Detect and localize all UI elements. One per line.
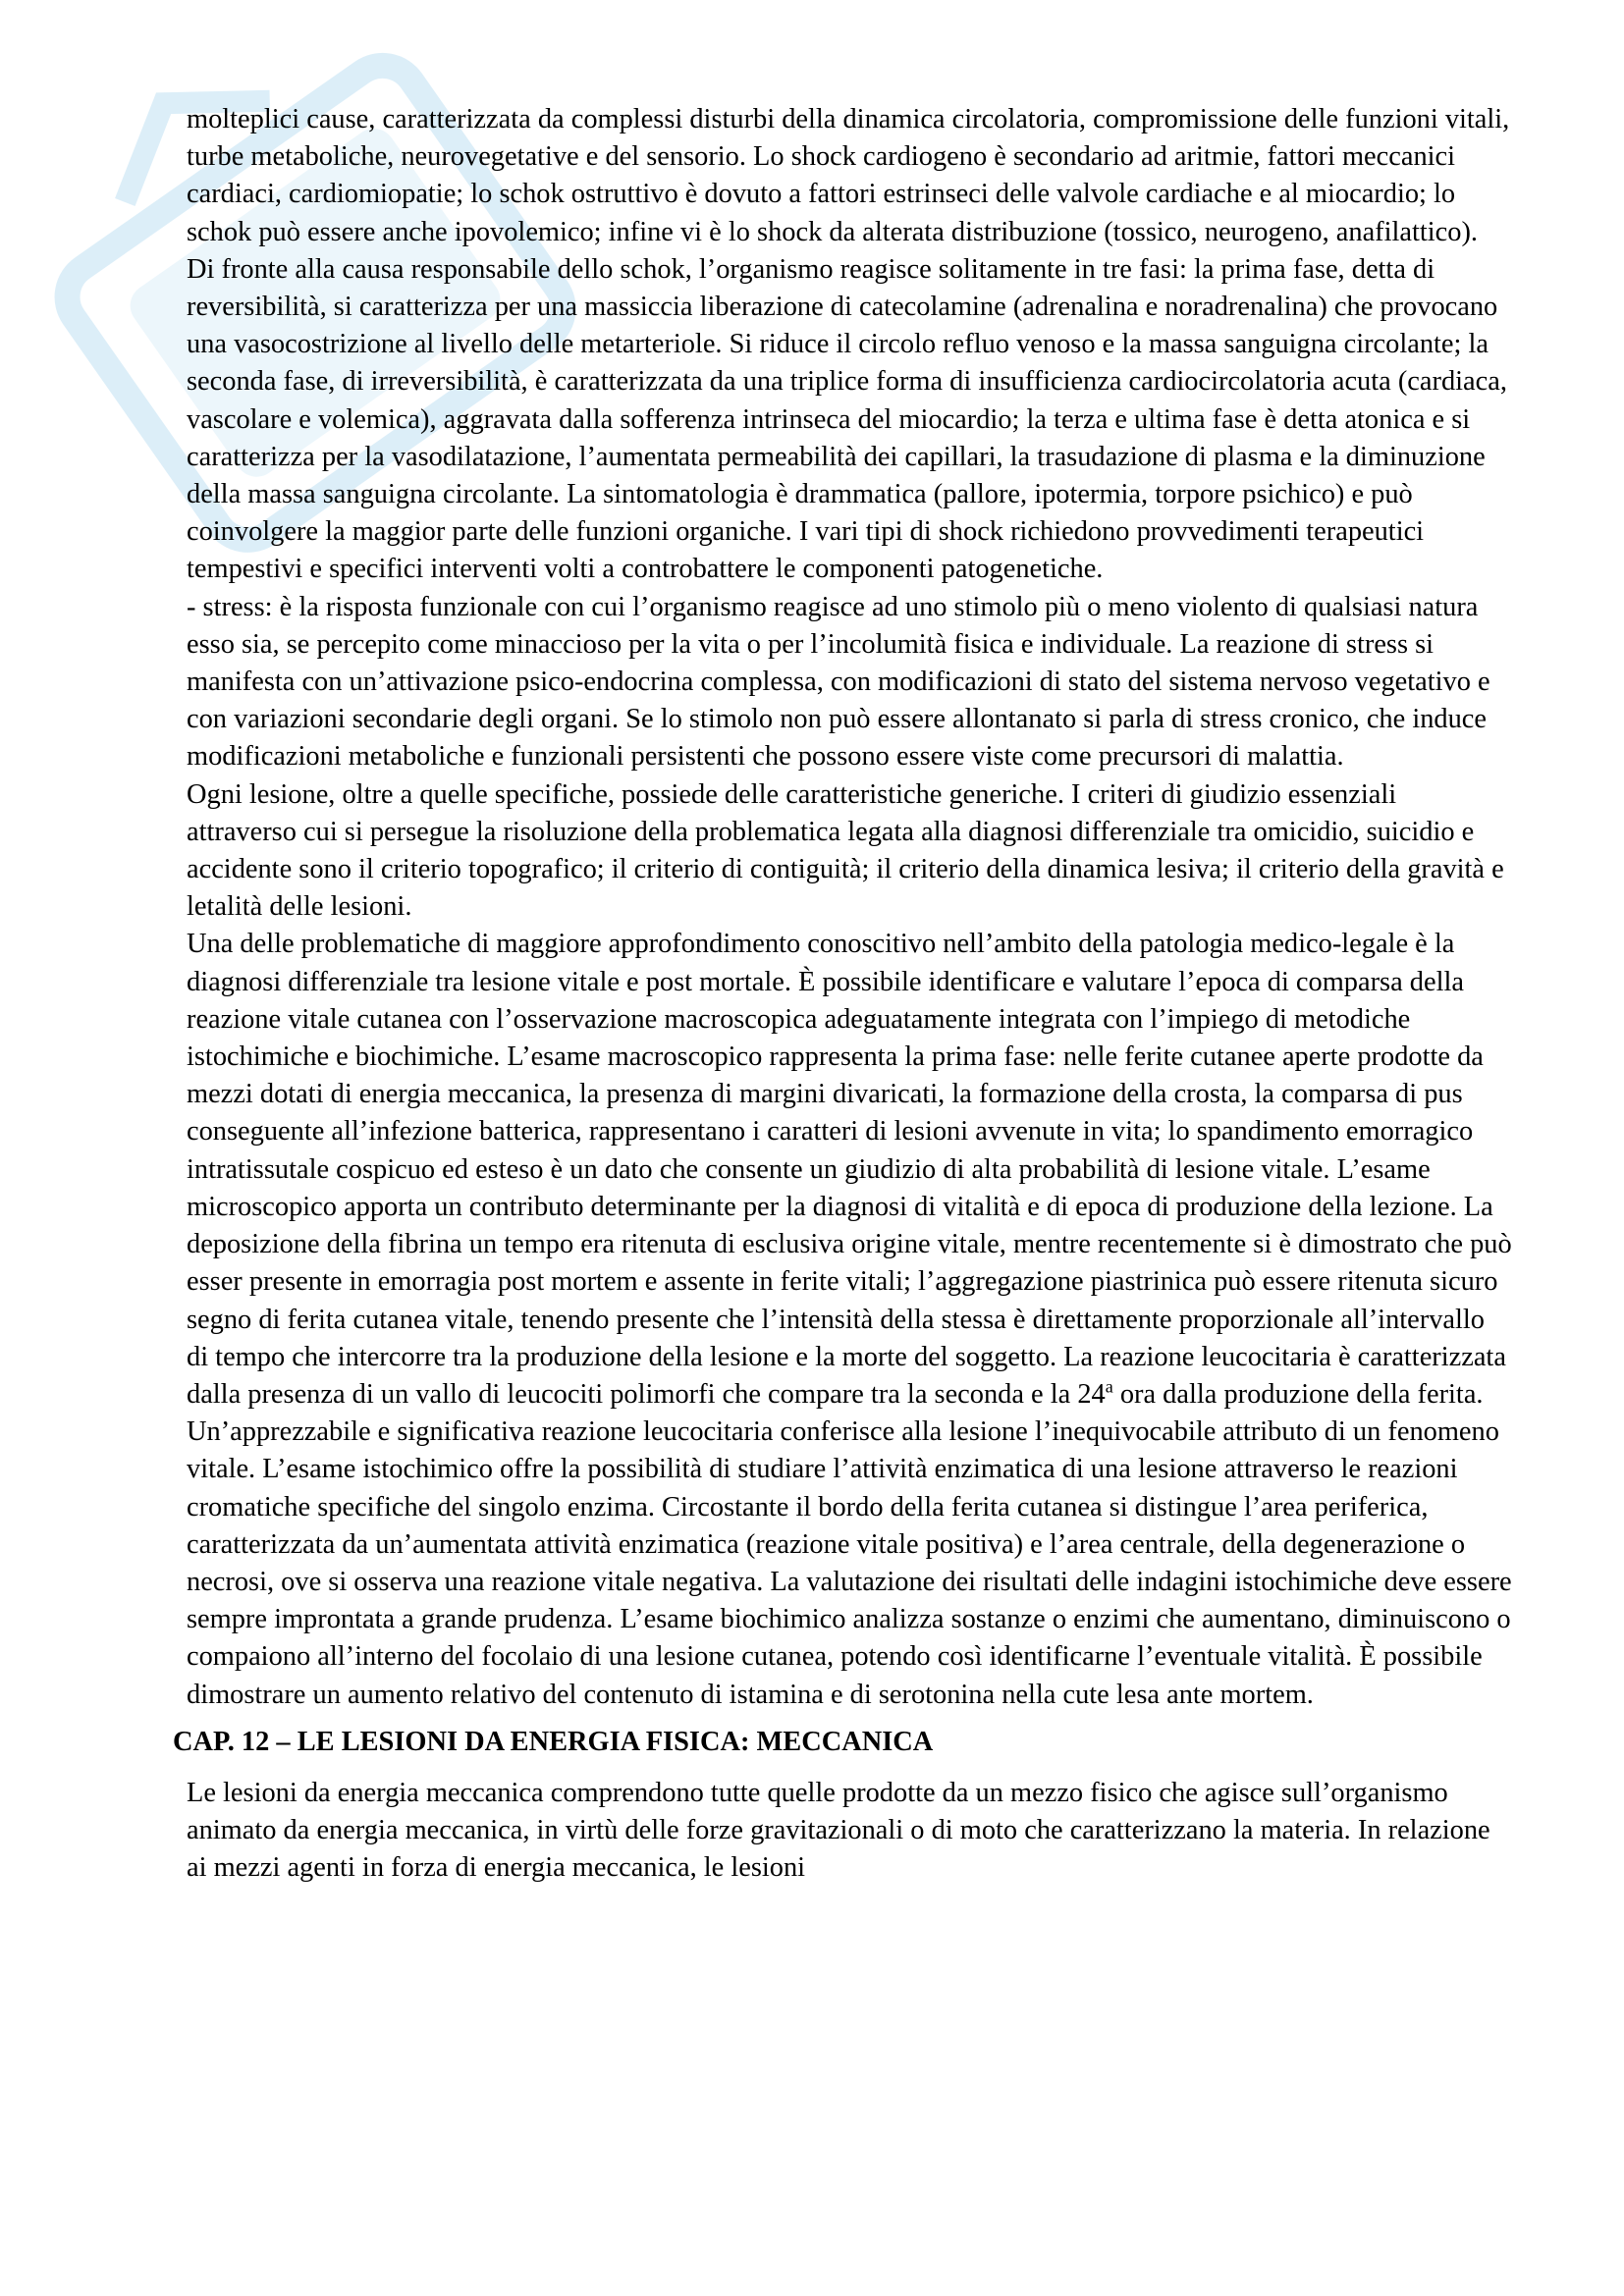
paragraph-mechanical: Le lesioni da energia meccanica comprendono tutte quelle prodotte da un mezzo fisico che agisce sull’organismo animato da energia meccanica, in virtù delle forze gravitazionali o di moto che caratterizzano la materia. In relazione ai mezzi agenti in forza di energia meccanica, le lesioni [187,1777,1490,1884]
chapter-heading: CAP. 12 – LE LESIONI DA ENERGIA FISICA: MECCANICA [173,1726,934,1757]
document-page [173,101,1512,1888]
vital-lesion-text-b: ora dalla produzione della ferita. Un’apprezzabile e significativa reazione leucocitaria conferisce alla lesione l’inequivocabile attributo di un fenomeno vitale. L’esame istochimico offre la possibilità di studiare l’attività enzimatica di una lesione attraverso le reazioni cromatiche specifiche del singolo enzima. Circostante il bordo della ferita cutanea si distingue l’area periferica, caratterizzata da un’aumentata attività enzimatica (reazione vitale positiva) e l’area centrale, della degenerazione o necrosi, ove si osserva una reazione vitale negativa. La valutazione dei risultati delle indagini istochimiche deve essere sempre improntata a grande prudenza. L’esame biochimico analizza sostanze o enzimi che aumentano, diminuiscono o compaiono all’interno del focolaio di una lesione cutanea, potendo così identificarne l’eventuale vitalità. È possibile dimostrare un aumento relativo del contenuto di istamina e di serotonina nella cute lesa ante mortem. [187,1378,1512,1710]
paragraph-shock: molteplici cause, caratterizzata da complessi disturbi della dinamica circolatoria, compromissione delle funzioni vitali, turbe metaboliche, neurovegetative e del sensorio. Lo shock cardiogeno è secondario ad aritmie, fattori meccanici cardiaci, cardiomiopatie; lo schok ostruttivo è dovuto a fattori estrinseci delle valvole cardiache e al miocardio; lo schok può essere anche ipovolemico; infine vi è lo shock da alterata distribuzione (tossico, neurogeno, anafilattico). Di fronte alla causa responsabile dello schok, l’organismo reagisce solitamente in tre fasi: la prima fase, detta di reversibilità, si caratterizza per una massiccia liberazione di catecolamine (adrenalina e noradrenalina) che provocano una vasocostrizione al livello delle metarteriole. Si riduce il circolo refluo venoso e la massa sanguigna circolante; la seconda fase, di irreversibilità, è caratterizzata da una triplice forma di insufficienza cardiocircolatoria acuta (cardiaca, vascolare e volemica), aggravata dalla sofferenza intrinseca del miocardio; la terza e ultima fase è detta atonica e si caratterizza per la vasodilatazione, l’aumentata permeabilità dei capillari, la trasudazione di plasma e la diminuzione della massa sanguigna circolante. La sintomatologia è drammatica (pallore, ipotermia, torpore psichico) e può coinvolgere la maggior parte delle funzioni organiche. I vari tipi di shock richiedono provvedimenti terapeutici tempestivi e specifici interventi volti a controbattere le componenti patogenetiche. [187,104,1510,585]
paragraph-stress: - stress: è la risposta funzionale con cui l’organismo reagisce ad uno stimolo più o meno violento di qualsiasi natura esso sia, se percepito come minaccioso per la vita o per l’incolumità fisica e individuale. La reazione di stress si manifesta con un’attivazione psico-endocrina complessa, con modificazioni di stato del sistema nervoso vegetativo e con variazioni secondarie degli organi. Se lo stimolo non può essere allontanato si parla di stress cronico, che induce modificazioni metaboliche e funzionali persistenti che possono essere viste come precursori di malattia. [187,591,1490,773]
vital-lesion-text-a: Una delle problematiche di maggiore approfondimento conoscitivo nell’ambito della patologia medico-legale è la diagnosi differenziale tra lesione vitale e post mortale. È possibile identificare e valutare l’epoca di comparsa della reazione vitale cutanea con l’osservazione macroscopica adeguatamente integrata con l’impiego di metodiche istochimiche e biochimiche. L’esame macroscopico rappresenta la prima fase: nelle ferite cutanee aperte prodotte da mezzi dotati di energia meccanica, la presenza di margini divaricati, la formazione della crosta, la comparsa di pus conseguente all’infezione batterica, rappresentano i caratteri di lesioni avvenute in vita; lo spandimento emorragico intratissutale cospicuo ed esteso è un dato che consente un giudizio di alta probabilità di lesione vitale. L’esame microscopico apporta un contributo determinante per la diagnosi di vitalità e di epoca di produzione della lezione. La deposizione della fibrina un tempo era ritenuta di esclusiva origine vitale, mentre recentemente si è dimostrato che può esser presente in emorragia post mortem e assente in ferite vitali; l’aggregazione piastrinica può essere ritenuta sicuro segno di ferita cutanea vitale, tenendo presente che l’intensità della stessa è direttamente proporzionale all’intervallo di tempo che intercorre tra la produzione della lesione e la morte del soggetto. La reazione leucocitaria è caratterizzata dalla presenza di un vallo di leucociti polimorfi che compare tra la seconda e la 24 [187,929,1512,1410]
paragraph-vital-lesion [187,926,1512,1713]
paragraph-criteria: Ogni lesione, oltre a quelle specifiche, possiede delle caratteristiche generiche. I criteri di giudizio essenziali attraverso cui si persegue la risoluzione della problematica legata alla diagnosi differenziale tra omicidio, suicidio e accidente sono il criterio topografico; il criterio di contiguità; il criterio della dinamica lesiva; il criterio della gravità e letalità delle lesioni. [187,778,1504,923]
superscript-a: a [1105,1376,1113,1397]
